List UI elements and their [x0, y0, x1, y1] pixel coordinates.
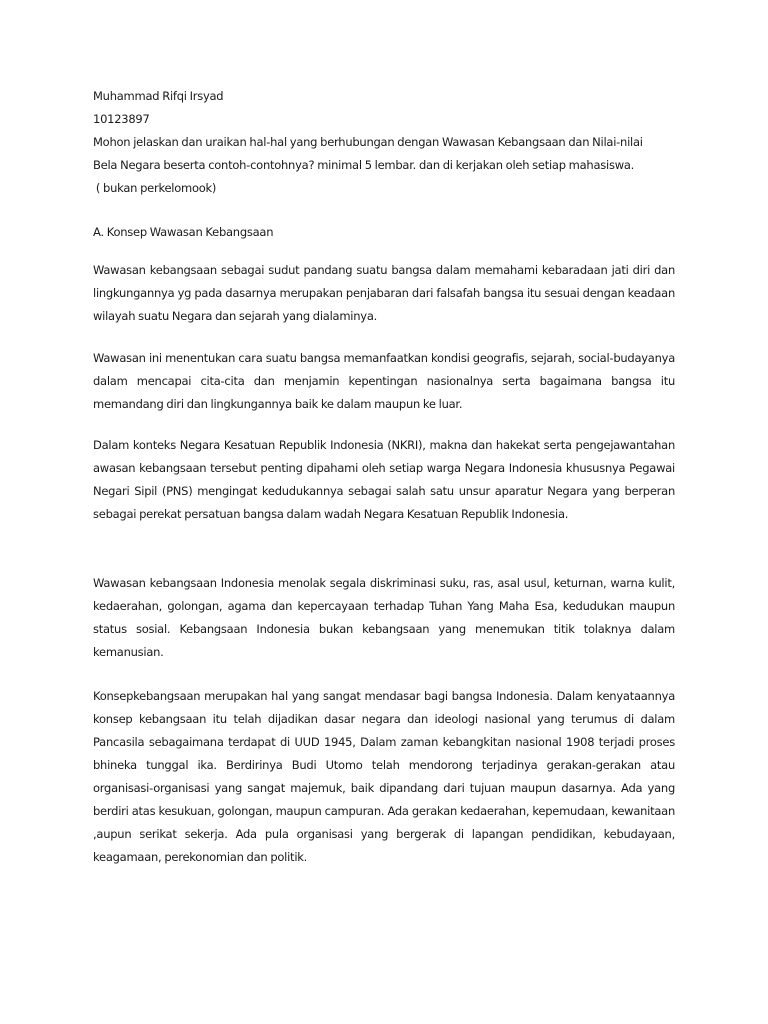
- question-line-2: Bela Negara beserta contoh-contohnya? minimal 5 lembar. dan di kerjakan oleh setiap mahasiswa.: [93, 158, 635, 172]
- student-id: 10123897: [93, 112, 150, 126]
- paragraph-3: Dalam konteks Negara Kesatuan Republik Indonesia (NKRI), makna dan hakekat serta pengejawantahan awasan kebangsaan tersebut penting dipahami oleh setiap warga Negara Indonesia khususnya Pegawai Negari Sipil (PNS) mengingat kedudukannya sebagai salah satu unsur aparatur Negara yang berperan sebagai perekat persatuan bangsa dalam wadah Negara Kesatuan Republik Indonesia.: [93, 438, 675, 521]
- paragraph-5: Konsepkebangsaan merupakan hal yang sangat mendasar bagi bangsa Indonesia. Dalam kenyataannya konsep kebangsaan itu telah dijadikan dasar negara dan ideologi nasional yang terumus di dalam Pancasila sebagaimana terdapat di UUD 1945, Dalam zaman kebangkitan nasional 1908 terjadi proses bhineka tunggal ika. Berdirinya Budi Utomo telah mendorong terjadinya gerakan-gerakan atau organisasi-organisasi yang sangat majemuk, baik dipandang dari tujuan maupun dasarnya. Ada yang berdiri atas kesukuan, golongan, maupun campuran. Ada gerakan kedaerahan, kepemudaan, kewanitaan ,aupun serikat sekerja. Ada pula organisasi yang bergerak di lapangan pendidikan, kebudayaan, keagamaan, perekonomian dan politik.: [93, 689, 675, 864]
- author-name: Muhammad Rifqi Irsyad: [93, 89, 224, 103]
- question-note: ( bukan perkelomook): [93, 181, 217, 195]
- paragraph-1: Wawasan kebangsaan sebagai sudut pandang suatu bangsa dalam memahami kebaradaan jati diri dan lingkungannya yg pada dasarnya merupakan penjabaran dari falsafah bangsa itu sesuai dengan keadaan wilayah suatu Negara dan sejarah yang dialaminya.: [93, 263, 675, 323]
- question-line-1: Mohon jelaskan dan uraikan hal-hal yang berhubungan dengan Wawasan Kebangsaan dan Nilai-nilai: [93, 135, 643, 149]
- section-heading: A. Konsep Wawasan Kebangsaan: [93, 225, 274, 239]
- document-header: [93, 85, 675, 200]
- paragraph-2: Wawasan ini menentukan cara suatu bangsa memanfaatkan kondisi geografis, sejarah, social-budayanya dalam mencapai cita-cita dan menjamin kepentingan nasionalnya serta bagaimana bangsa itu memandang diri dan lingkungannya baik ke dalam maupun ke luar.: [93, 351, 675, 411]
- paragraph-4: Wawasan kebangsaan Indonesia menolak segala diskriminasi suku, ras, asal usul, keturnan, warna kulit, kedaerahan, golongan, agama dan kepercayaan terhadap Tuhan Yang Maha Esa, kedudukan maupun status sosial. Kebangsaan Indonesia bukan kebangsaan yang menemukan titik tolaknya dalam kemanusian.: [93, 576, 675, 659]
